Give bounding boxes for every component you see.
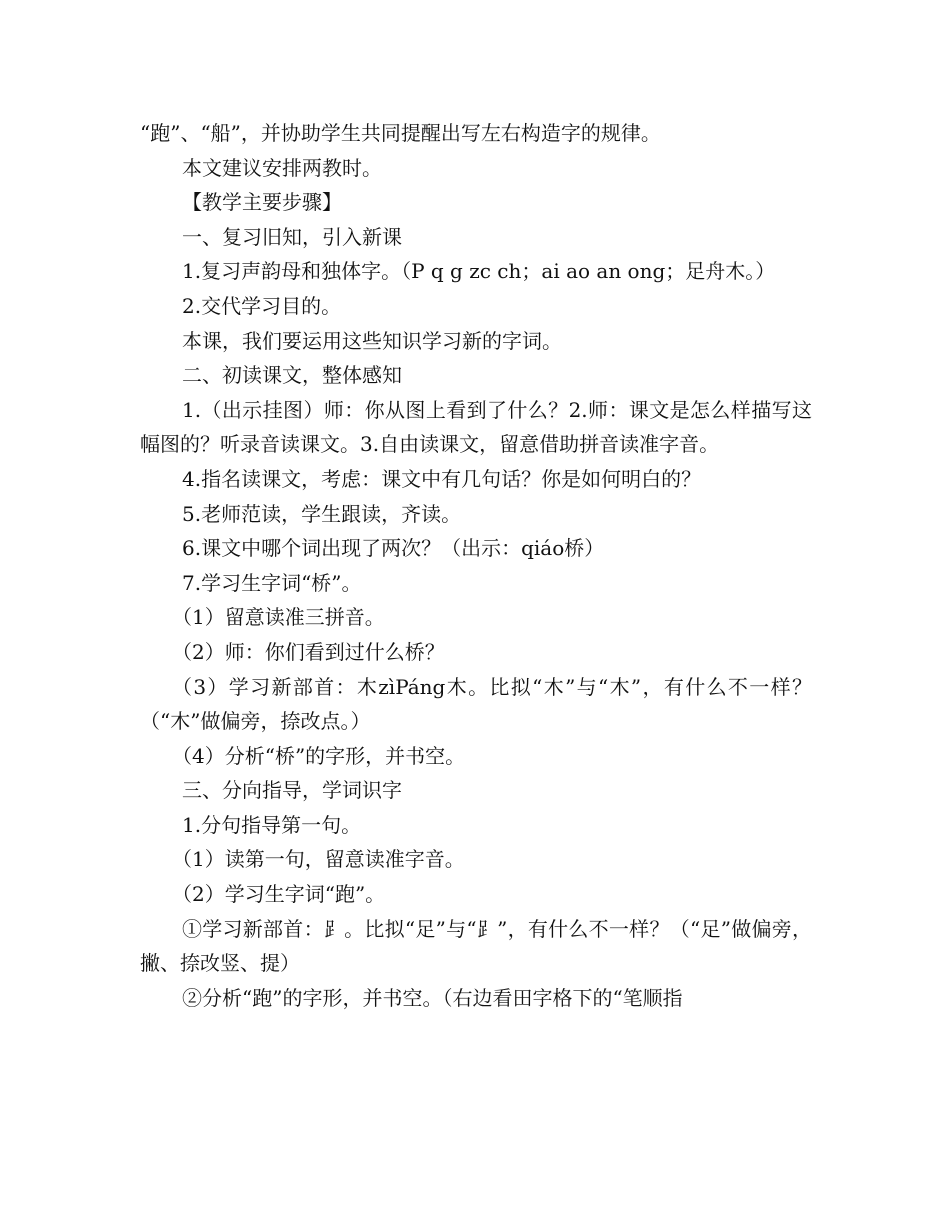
paragraph: 2.交代学习目的。 bbox=[182, 293, 342, 318]
paragraph: （1）留意读准三拼音。 bbox=[172, 605, 385, 630]
paragraph: “跑”、“船”，并协助学生共同提醒出写左右构造字的规律。 bbox=[140, 121, 661, 145]
paragraph: （2）师：你们看到过什么桥？ bbox=[172, 639, 445, 664]
paragraph: ①学习新部首：⻊。比拟“足”与“⻊”，有什么不一样？（“足”做偏旁，撇、捺改竖、提） bbox=[140, 916, 812, 976]
paragraph: 【教学主要步骤】 bbox=[182, 190, 342, 215]
paragraph: 6.课文中哪个词出现了两次？（出示：qiáo桥） bbox=[182, 536, 605, 561]
paragraph: 1.复习声韵母和独体字。（P q g zc ch；ai ao an ong；足舟木。） bbox=[182, 259, 776, 284]
paragraph: （1）读第一句，留意读准字音。 bbox=[172, 847, 465, 872]
paragraph: 7.学习生字词“桥”。 bbox=[182, 570, 362, 595]
paragraph: 一、复习旧知，引入新课 bbox=[182, 224, 402, 249]
paragraph: （4）分析“桥”的字形，并书空。 bbox=[172, 743, 466, 768]
paragraph: 1.分句指导第一句。 bbox=[182, 812, 362, 837]
document-body bbox=[140, 116, 812, 1015]
paragraph: 二、初读课文，整体感知 bbox=[182, 363, 402, 388]
paragraph: 4.指名读课文，考虑：课文中有几句话？你是如何明白的？ bbox=[182, 466, 702, 491]
paragraph: ②分析“跑”的字形，并书空。（右边看田字格下的“笔顺指 bbox=[182, 985, 683, 1010]
paragraph: 本文建议安排两教时。 bbox=[182, 155, 382, 180]
paragraph: 1.（出示挂图）师：你从图上看到了什么？2.师：课文是怎么样描写这幅图的？听录音读课文。3.自由读课文，留意借助拼音读准字音。 bbox=[140, 397, 812, 457]
paragraph: 三、分向指导，学词识字 bbox=[182, 778, 402, 803]
paragraph: 5.老师范读，学生跟读，齐读。 bbox=[182, 501, 462, 526]
paragraph: （2）学习生字词“跑”。 bbox=[172, 882, 386, 907]
paragraph: 本课，我们要运用这些知识学习新的字词。 bbox=[182, 328, 562, 353]
paragraph: （3）学习新部首：木zìPáng木。比拟“木”与“木”，有什么不一样？（“木”做偏旁，捺改点。） bbox=[140, 674, 812, 734]
